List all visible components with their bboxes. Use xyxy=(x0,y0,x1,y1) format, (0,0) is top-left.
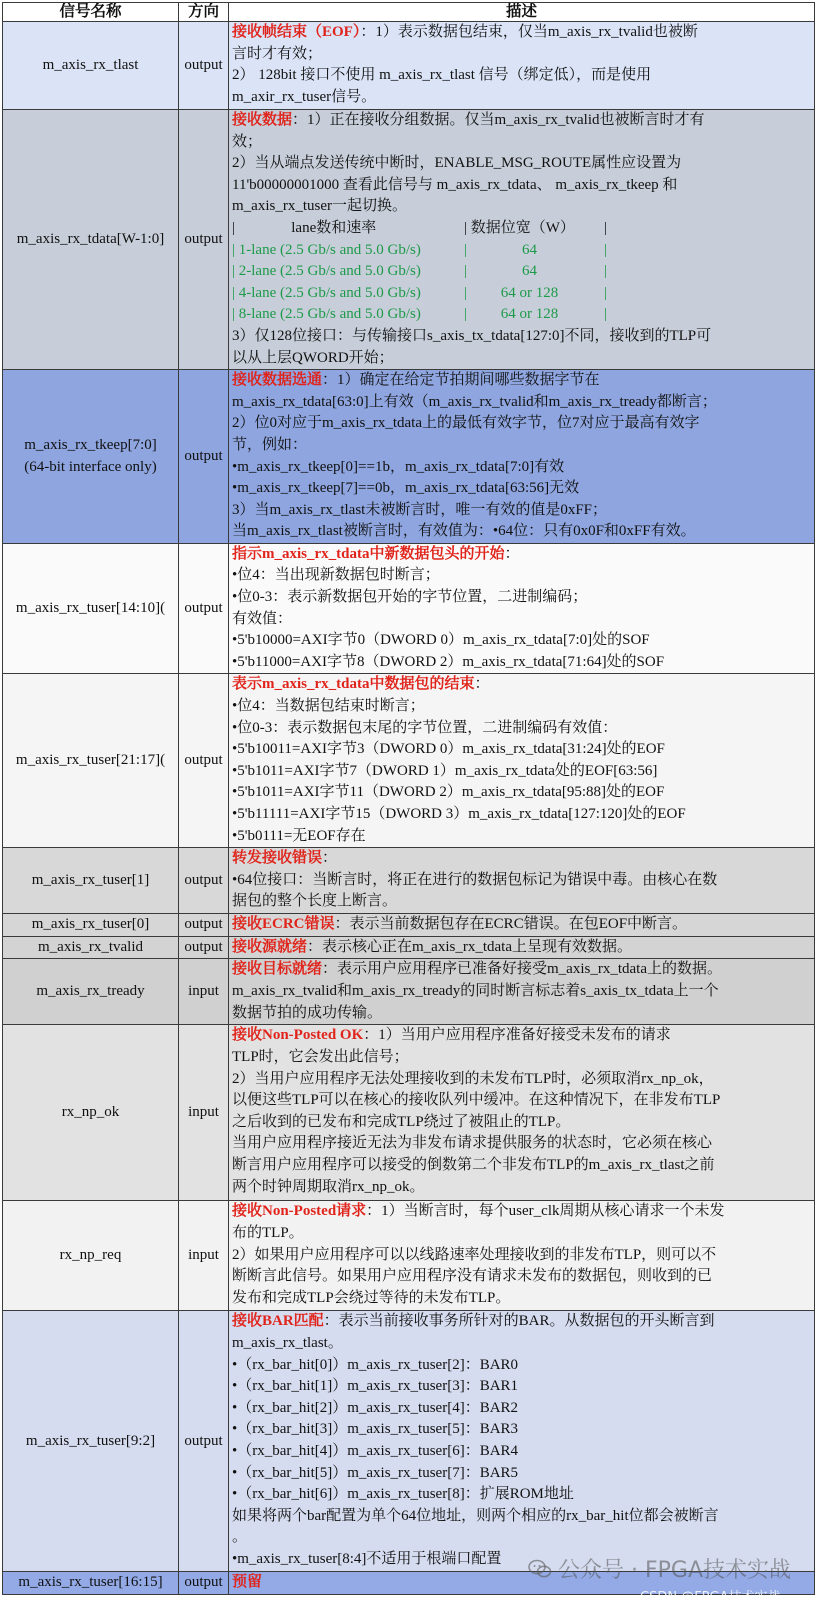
desc-title: 接收Non-Posted请求 xyxy=(232,1203,367,1220)
signal-name: m_axis_rx_tuser[1] xyxy=(3,848,179,914)
signal-direction: output xyxy=(179,848,229,914)
desc-line: 当m_axis_rx_tlast被断言时，有效值为：•64位：只有0x0F和0xFF有效。 xyxy=(232,523,696,540)
desc-line: •5'b11000=AXI字节8（DWORD 2）m_axis_rx_tdata[71:64]处的SOF xyxy=(232,653,665,670)
desc-line: •位4：当数据包结束时断言； xyxy=(232,698,425,715)
desc-line: 发布和完成TLP会绕过等待的未发布TLP。 xyxy=(232,1289,511,1306)
desc-line: ：表示用户应用程序已准备好接受m_axis_rx_tdata上的数据。 xyxy=(322,961,722,978)
desc-line: 效； xyxy=(232,133,263,150)
desc-line: 2） 128bit 接口不使用 m_axis_rx_tlast 信号（绑定低），而是使用 xyxy=(232,67,652,84)
desc-line: •5'b11111=AXI字节15（DWORD 3）m_axis_rx_tdata[127:120]处的EOF xyxy=(232,806,686,822)
signal-name: m_axis_rx_tuser[14:10]( xyxy=(3,543,179,674)
signal-direction: output xyxy=(179,914,229,937)
signal-direction: input xyxy=(179,959,229,1025)
signal-name: rx_np_ok xyxy=(3,1025,179,1201)
watermark xyxy=(528,1553,791,1584)
desc-line: 2）当用户应用程序无法处理接收到的未发布TLP时，必须取消rx_np_ok， xyxy=(232,1070,714,1087)
signal-direction: output xyxy=(179,543,229,674)
desc-line: •m_axis_rx_tkeep[7]==0b，m_axis_rx_tdata[63:56]无效 xyxy=(232,480,580,497)
desc-title: 预留 xyxy=(232,1574,263,1591)
desc-line: •（rx_bar_hit[0]）m_axis_rx_tuser[2]：BAR0 xyxy=(232,1356,519,1373)
desc-line: 言时才有效； xyxy=(232,45,323,62)
signal-name: m_axis_rx_tkeep[7:0] (64-bit interface only) xyxy=(3,370,179,544)
signal-description xyxy=(229,914,815,937)
signal-description xyxy=(229,1025,815,1201)
watermark-text: 公众号 · FPGA技术实战 xyxy=(558,1558,791,1583)
desc-title: 接收帧结束（EOF） xyxy=(232,24,361,40)
desc-line: 布的TLP。 xyxy=(232,1224,304,1241)
signal-direction: output xyxy=(179,110,229,370)
desc-line: TLP时，它会发出此信号； xyxy=(232,1048,409,1065)
table-row xyxy=(3,370,815,544)
desc-title: 接收ECRC错误 xyxy=(232,916,335,933)
desc-line: ：表示当前接收事务所针对的BAR。从数据包的开头断言到 xyxy=(323,1313,715,1330)
lane-header-rate: lane数和速率 xyxy=(291,219,377,236)
signal-description xyxy=(229,110,815,370)
desc-line: •5'b1011=AXI字节11（DWORD 2）m_axis_rx_tdata[95:88]处的EOF xyxy=(232,784,665,801)
desc-line: 据包的整个长度上断言。 xyxy=(232,893,398,910)
desc-line: •（rx_bar_hit[4]）m_axis_rx_tuser[6]：BAR4 xyxy=(232,1442,519,1459)
table-row xyxy=(3,110,815,370)
signal-direction: output xyxy=(179,936,229,959)
signal-direction: input xyxy=(179,1201,229,1311)
desc-line: •5'b10011=AXI字节3（DWORD 0）m_axis_rx_tdata[31:24]处的EOF xyxy=(232,741,665,758)
desc-line: 如果将两个bar配置为单个64位地址，则两个相应的rx_bar_hit位都会被断言 xyxy=(232,1507,719,1524)
desc-line: m_axis_rx_tuser一起切换。 xyxy=(232,198,407,215)
desc-line: 以便这些TLP可以在核心的接收队列中缓冲。在这种情况下，在非发布TLP xyxy=(232,1092,721,1109)
signal-direction: output xyxy=(179,674,229,848)
lane-table-row: | 8-lane (2.5 Gb/s and 5.0 Gb/s) | 64 or 128 | xyxy=(232,306,608,323)
desc-line: ：1）当用户应用程序准备好接受未发布的请求 xyxy=(363,1027,671,1044)
signal-name: rx_np_req xyxy=(3,1201,179,1311)
signal-direction: output xyxy=(179,1572,229,1595)
desc-line: •5'b1011=AXI字节7（DWORD 1）m_axis_rx_tdata处的EOF[63:56] xyxy=(232,762,658,779)
desc-line: ： xyxy=(322,850,338,867)
desc-title: 接收目标就绪 xyxy=(232,961,323,978)
signal-description xyxy=(229,848,815,914)
desc-line: 11'b00000001000 查看此信号与 m_axis_rx_tdata、 m_axis_rx_tkeep 和 xyxy=(232,176,678,193)
signal-description xyxy=(229,370,815,544)
desc-line: m_axis_rx_tdata[63:0]上有效（m_axis_rx_tvalid和m_axis_rx_tready都断言； xyxy=(232,393,717,410)
lane-header-width: 数据位宽（W） xyxy=(470,219,575,236)
desc-line: m_axir_rx_tuser信号。 xyxy=(232,88,377,105)
signal-name: m_axis_rx_tdata[W-1:0] xyxy=(3,110,179,370)
desc-line: ：1）当断言时，每个user_clk周期从核心请求一个未发 xyxy=(366,1203,725,1220)
signal-name: m_axis_rx_tuser[0] xyxy=(3,914,179,937)
lane-table-row: | 2-lane (2.5 Gb/s and 5.0 Gb/s) | 64 | xyxy=(232,263,608,280)
lane-table-row: | 4-lane (2.5 Gb/s and 5.0 Gb/s) | 64 or 128 | xyxy=(232,284,608,301)
desc-line: 之后收到的已发布和完成TLP绕过了被阻止的TLP。 xyxy=(232,1113,571,1130)
desc-title: 接收数据选通 xyxy=(232,372,323,389)
desc-title: 接收Non-Posted OK xyxy=(232,1027,364,1044)
desc-line: •5'b0111=无EOF存在 xyxy=(232,827,366,844)
signal-description xyxy=(229,1201,815,1311)
desc-line: •位0-3：表示新数据包开始的字节位置，二进制编码； xyxy=(232,589,588,606)
desc-line: •（rx_bar_hit[5]）m_axis_rx_tuser[7]：BAR5 xyxy=(232,1464,519,1481)
signal-name: m_axis_rx_tlast xyxy=(3,22,179,110)
desc-line: ： xyxy=(474,676,490,693)
signal-direction: input xyxy=(179,1025,229,1201)
signal-direction: output xyxy=(179,22,229,110)
desc-line: •（rx_bar_hit[3]）m_axis_rx_tuser[5]：BAR3 xyxy=(232,1421,519,1438)
table-row xyxy=(3,1201,815,1311)
desc-line: 当用户应用程序接近无法为非发布请求提供服务的状态时，它必须在核心 xyxy=(232,1135,713,1152)
desc-title: 接收BAR匹配 xyxy=(232,1313,324,1330)
header-direction: 方向 xyxy=(179,3,229,22)
desc-line: 2）如果用户应用程序可以以线路速率处理接收到的非发布TLP，则可以不 xyxy=(232,1246,717,1263)
desc-line: •位4：当出现新数据包时断言； xyxy=(232,567,440,584)
header-description: 描述 xyxy=(229,3,815,22)
signal-direction: output xyxy=(179,370,229,544)
desc-title: 指示m_axis_rx_tdata中新数据包头的开始 xyxy=(232,545,505,562)
desc-line: •位0-3：表示数据包末尾的字节位置，二进制编码有效值： xyxy=(232,719,618,736)
signal-name: m_axis_rx_tuser[16:15] xyxy=(3,1572,179,1595)
header-row xyxy=(3,3,815,22)
desc-line: •（rx_bar_hit[2]）m_axis_rx_tuser[4]：BAR2 xyxy=(232,1399,519,1416)
desc-line: 两个时钟周期取消rx_np_ok。 xyxy=(232,1178,425,1195)
desc-title: 转发接收错误 xyxy=(232,850,323,867)
desc-line: •（rx_bar_hit[1]）m_axis_rx_tuser[3]：BAR1 xyxy=(232,1378,519,1395)
desc-line: •m_axis_rx_tkeep[0]==1b，m_axis_rx_tdata[7:0]有效 xyxy=(232,458,565,475)
lane-table-row: | 1-lane (2.5 Gb/s and 5.0 Gb/s) | 64 | xyxy=(232,241,608,258)
table-row xyxy=(3,1311,815,1572)
desc-line: •64位接口：当断言时，将正在进行的数据包标记为错误中毒。由核心在数 xyxy=(232,871,718,888)
signal-description xyxy=(229,674,815,848)
table-row xyxy=(3,22,815,110)
table-row xyxy=(3,959,815,1025)
desc-line: ：1）表示数据包结束，仅当m_axis_rx_tvalid也被断 xyxy=(360,24,698,40)
signal-direction: output xyxy=(179,1311,229,1572)
desc-line: ：1）确定在给定节拍期间哪些数据字节在 xyxy=(322,372,600,389)
signal-table xyxy=(2,2,815,1595)
desc-line: 断言用户应用程序可以接受的倒数第二个非发布TLP的m_axis_rx_tlast之前 xyxy=(232,1156,715,1173)
desc-line: 数据节拍的成功传输。 xyxy=(232,1004,383,1021)
csdn-watermark: CSDN @FPGA技术实战 xyxy=(640,1590,781,1605)
desc-line: ：表示当前数据包存在ECRC错误。在包EOF中断言。 xyxy=(334,916,688,933)
desc-line: 2）位0对应于m_axis_rx_tdata上的最低有效字节，位7对应于最高有效字 xyxy=(232,415,700,432)
desc-line: 3）当m_axis_rx_tlast未被断言时，唯一有效的值是0xFF； xyxy=(232,501,608,518)
desc-title: 接收源就绪 xyxy=(232,938,308,955)
table-row xyxy=(3,848,815,914)
desc-title: 接收数据 xyxy=(232,112,293,128)
desc-line: 断断言此信号。如果用户应用程序没有请求未发布的数据包，则收到的已 xyxy=(232,1268,713,1285)
desc-line: 有效值： xyxy=(232,610,293,627)
desc-line: 3）仅128位接口：与传输接口s_axis_tx_tdata[127:0]不同，接收到的TLP可 xyxy=(232,327,712,344)
signal-description xyxy=(229,1311,815,1572)
wechat-icon xyxy=(528,1559,552,1579)
signal-description xyxy=(229,543,815,674)
signal-description xyxy=(229,936,815,959)
table-row xyxy=(3,1025,815,1201)
signal-description xyxy=(229,959,815,1025)
lane-table-header: | lane数和速率 | 数据位宽（W） | xyxy=(232,219,608,236)
desc-line: ： xyxy=(504,545,520,562)
desc-line: •5'b10000=AXI字节0（DWORD 0）m_axis_rx_tdata[7:0]处的SOF xyxy=(232,632,650,649)
table-row xyxy=(3,543,815,674)
table-row xyxy=(3,674,815,848)
header-signal-name: 信号名称 xyxy=(3,3,179,22)
table-row xyxy=(3,936,815,959)
desc-line: 2）当从端点发送传统中断时，ENABLE_MSG_ROUTE属性应设置为 xyxy=(232,155,682,172)
signal-name: m_axis_rx_tready xyxy=(3,959,179,1025)
desc-line: 节，例如： xyxy=(232,436,308,453)
table-row xyxy=(3,914,815,937)
desc-line: •（rx_bar_hit[6]）m_axis_rx_tuser[8]：扩展ROM地址 xyxy=(232,1486,574,1503)
signal-description xyxy=(229,22,815,110)
desc-line: 以从上层QWORD开始； xyxy=(232,349,394,366)
signal-name: m_axis_rx_tuser[9:2] xyxy=(3,1311,179,1572)
desc-line: 。 xyxy=(232,1529,248,1546)
desc-line: ：1）正在接收分组数据。仅当m_axis_rx_tvalid也被断言时才有 xyxy=(292,112,705,128)
desc-title: 表示m_axis_rx_tdata中数据包的结束 xyxy=(232,676,475,693)
signal-name: m_axis_rx_tuser[21:17]( xyxy=(3,674,179,848)
desc-line: ：表示核心正在m_axis_rx_tdata上呈现有效数据。 xyxy=(307,938,632,955)
desc-line: •m_axis_rx_tuser[8:4]不适用于根端口配置 xyxy=(232,1550,502,1567)
desc-line: m_axis_rx_tlast。 xyxy=(232,1334,343,1351)
signal-name: m_axis_rx_tvalid xyxy=(3,936,179,959)
desc-line: m_axis_rx_tvalid和m_axis_rx_tready的同时断言标志着s_axis_tx_tdata上一个 xyxy=(232,982,719,999)
